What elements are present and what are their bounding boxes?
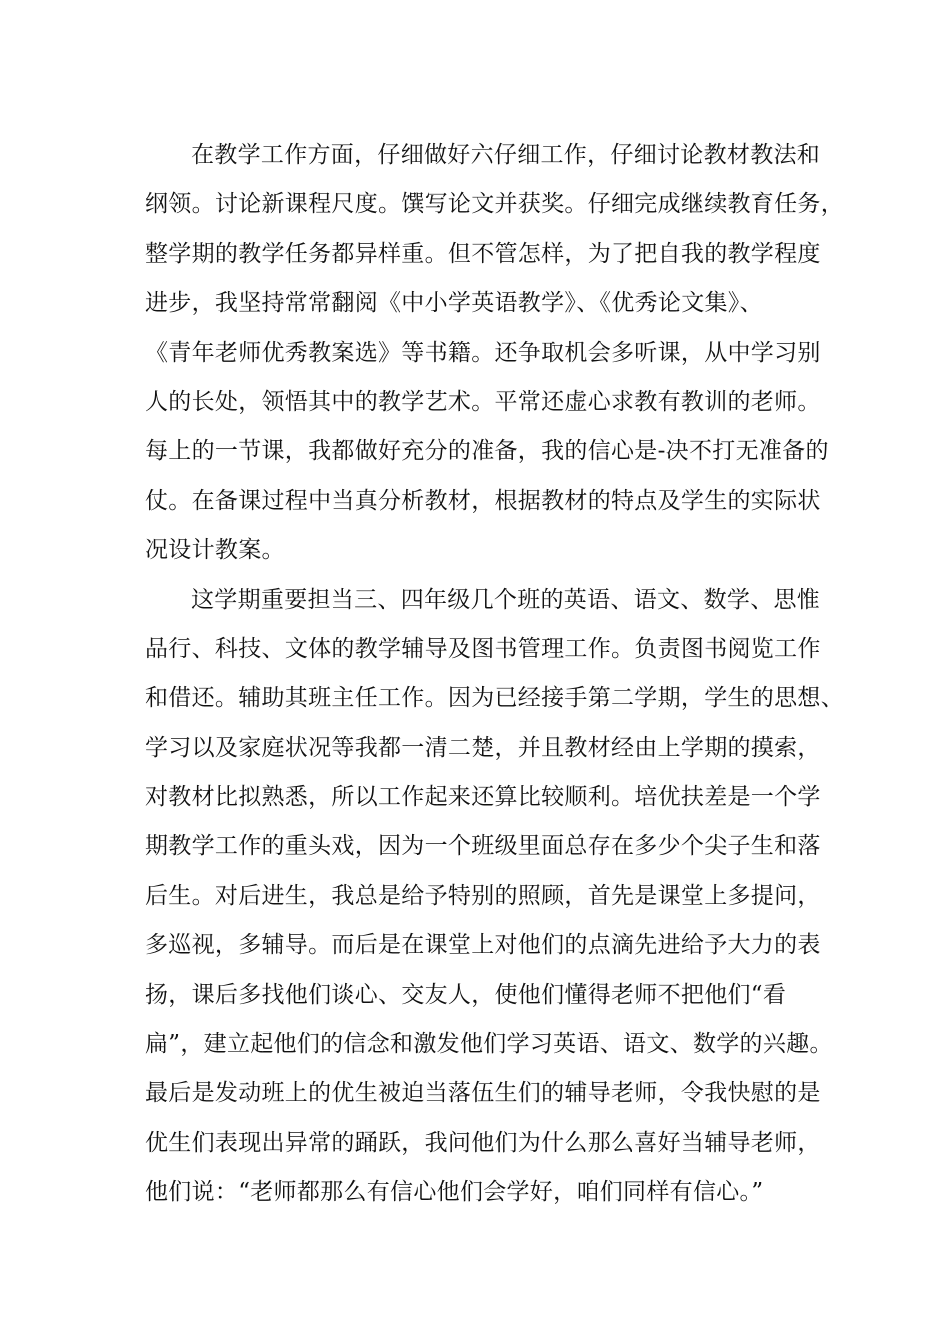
paragraph-line: 品行、科技、文体的教学辅导及图书管理工作。负责图书阅览工作 — [145, 635, 821, 662]
paragraph-line: 在教学工作方面，仔细做好六仔细工作，仔细讨论教材教法和 — [191, 142, 821, 168]
paragraph-line: 优生们表现出异常的踊跃，我问他们为什么那么喜好当辅导老师， — [145, 1129, 821, 1156]
paragraph-line: 他们说：“老师都那么有信心他们会学好，咱们同样有信心。” — [145, 1179, 764, 1206]
paragraph-line: 每上的一节课，我都做好充分的准备，我的信心是-决不打无准备的 — [145, 438, 829, 465]
paragraph-line: 况设计教案。 — [145, 537, 285, 564]
paragraph-line: 这学期重要担当三、四年级几个班的英语、语文、数学、思惟 — [191, 586, 821, 613]
paragraph-line: 期教学工作的重头戏，因为一个班级里面总存在多少个尖子生和落 — [145, 833, 821, 860]
paragraph-line: 整学期的教学任务都异样重。但不管怎样，为了把自我的教学程度 — [145, 240, 821, 267]
paragraph-line: 和借还。辅助其班主任工作。因为已经接手第二学期，学生的思想、 — [145, 685, 844, 712]
paragraph-line: 进步，我坚持常常翻阅《中小学英语教学》、《优秀论文集》、 — [145, 290, 763, 317]
paragraph-line: 《青年老师优秀教案选》等书籍。还争取机会多听课，从中学习别 — [145, 339, 821, 366]
paragraph-line: 扬，课后多找他们谈心、交友人，使他们懂得老师不把他们“看 — [145, 981, 787, 1008]
paragraph-1 — [145, 131, 844, 576]
paragraph-line: 人的长处，领悟其中的教学艺术。平常还虚心求教有教训的老师。 — [145, 388, 821, 415]
paragraph-line: 多巡视，多辅导。而后是在课堂上对他们的点滴先进给予大力的表 — [145, 932, 821, 959]
document-body — [145, 131, 844, 1218]
paragraph-line: 扁”，建立起他们的信念和激发他们学习英语、语文、数学的兴趣。 — [145, 1031, 833, 1058]
paragraph-line: 仗。在备课过程中当真分析教材，根据教材的特点及学生的实际状 — [145, 487, 821, 514]
paragraph-line: 后生。对后进生，我总是给予特别的照顾，首先是课堂上多提问， — [145, 882, 821, 909]
paragraph-line: 最后是发动班上的优生被迫当落伍生们的辅导老师，令我快慰的是 — [145, 1080, 821, 1107]
paragraph-line: 学习以及家庭状况等我都一清二楚，并且教材经由上学期的摸索， — [145, 734, 821, 761]
paragraph-line: 纲领。讨论新课程尺度。馔写论文并获奖。仔细完成继续教育任务， — [145, 191, 844, 218]
paragraph-2 — [145, 576, 844, 1218]
paragraph-line: 对教材比拟熟悉，所以工作起来还算比较顺利。培优扶差是一个学 — [145, 784, 821, 811]
